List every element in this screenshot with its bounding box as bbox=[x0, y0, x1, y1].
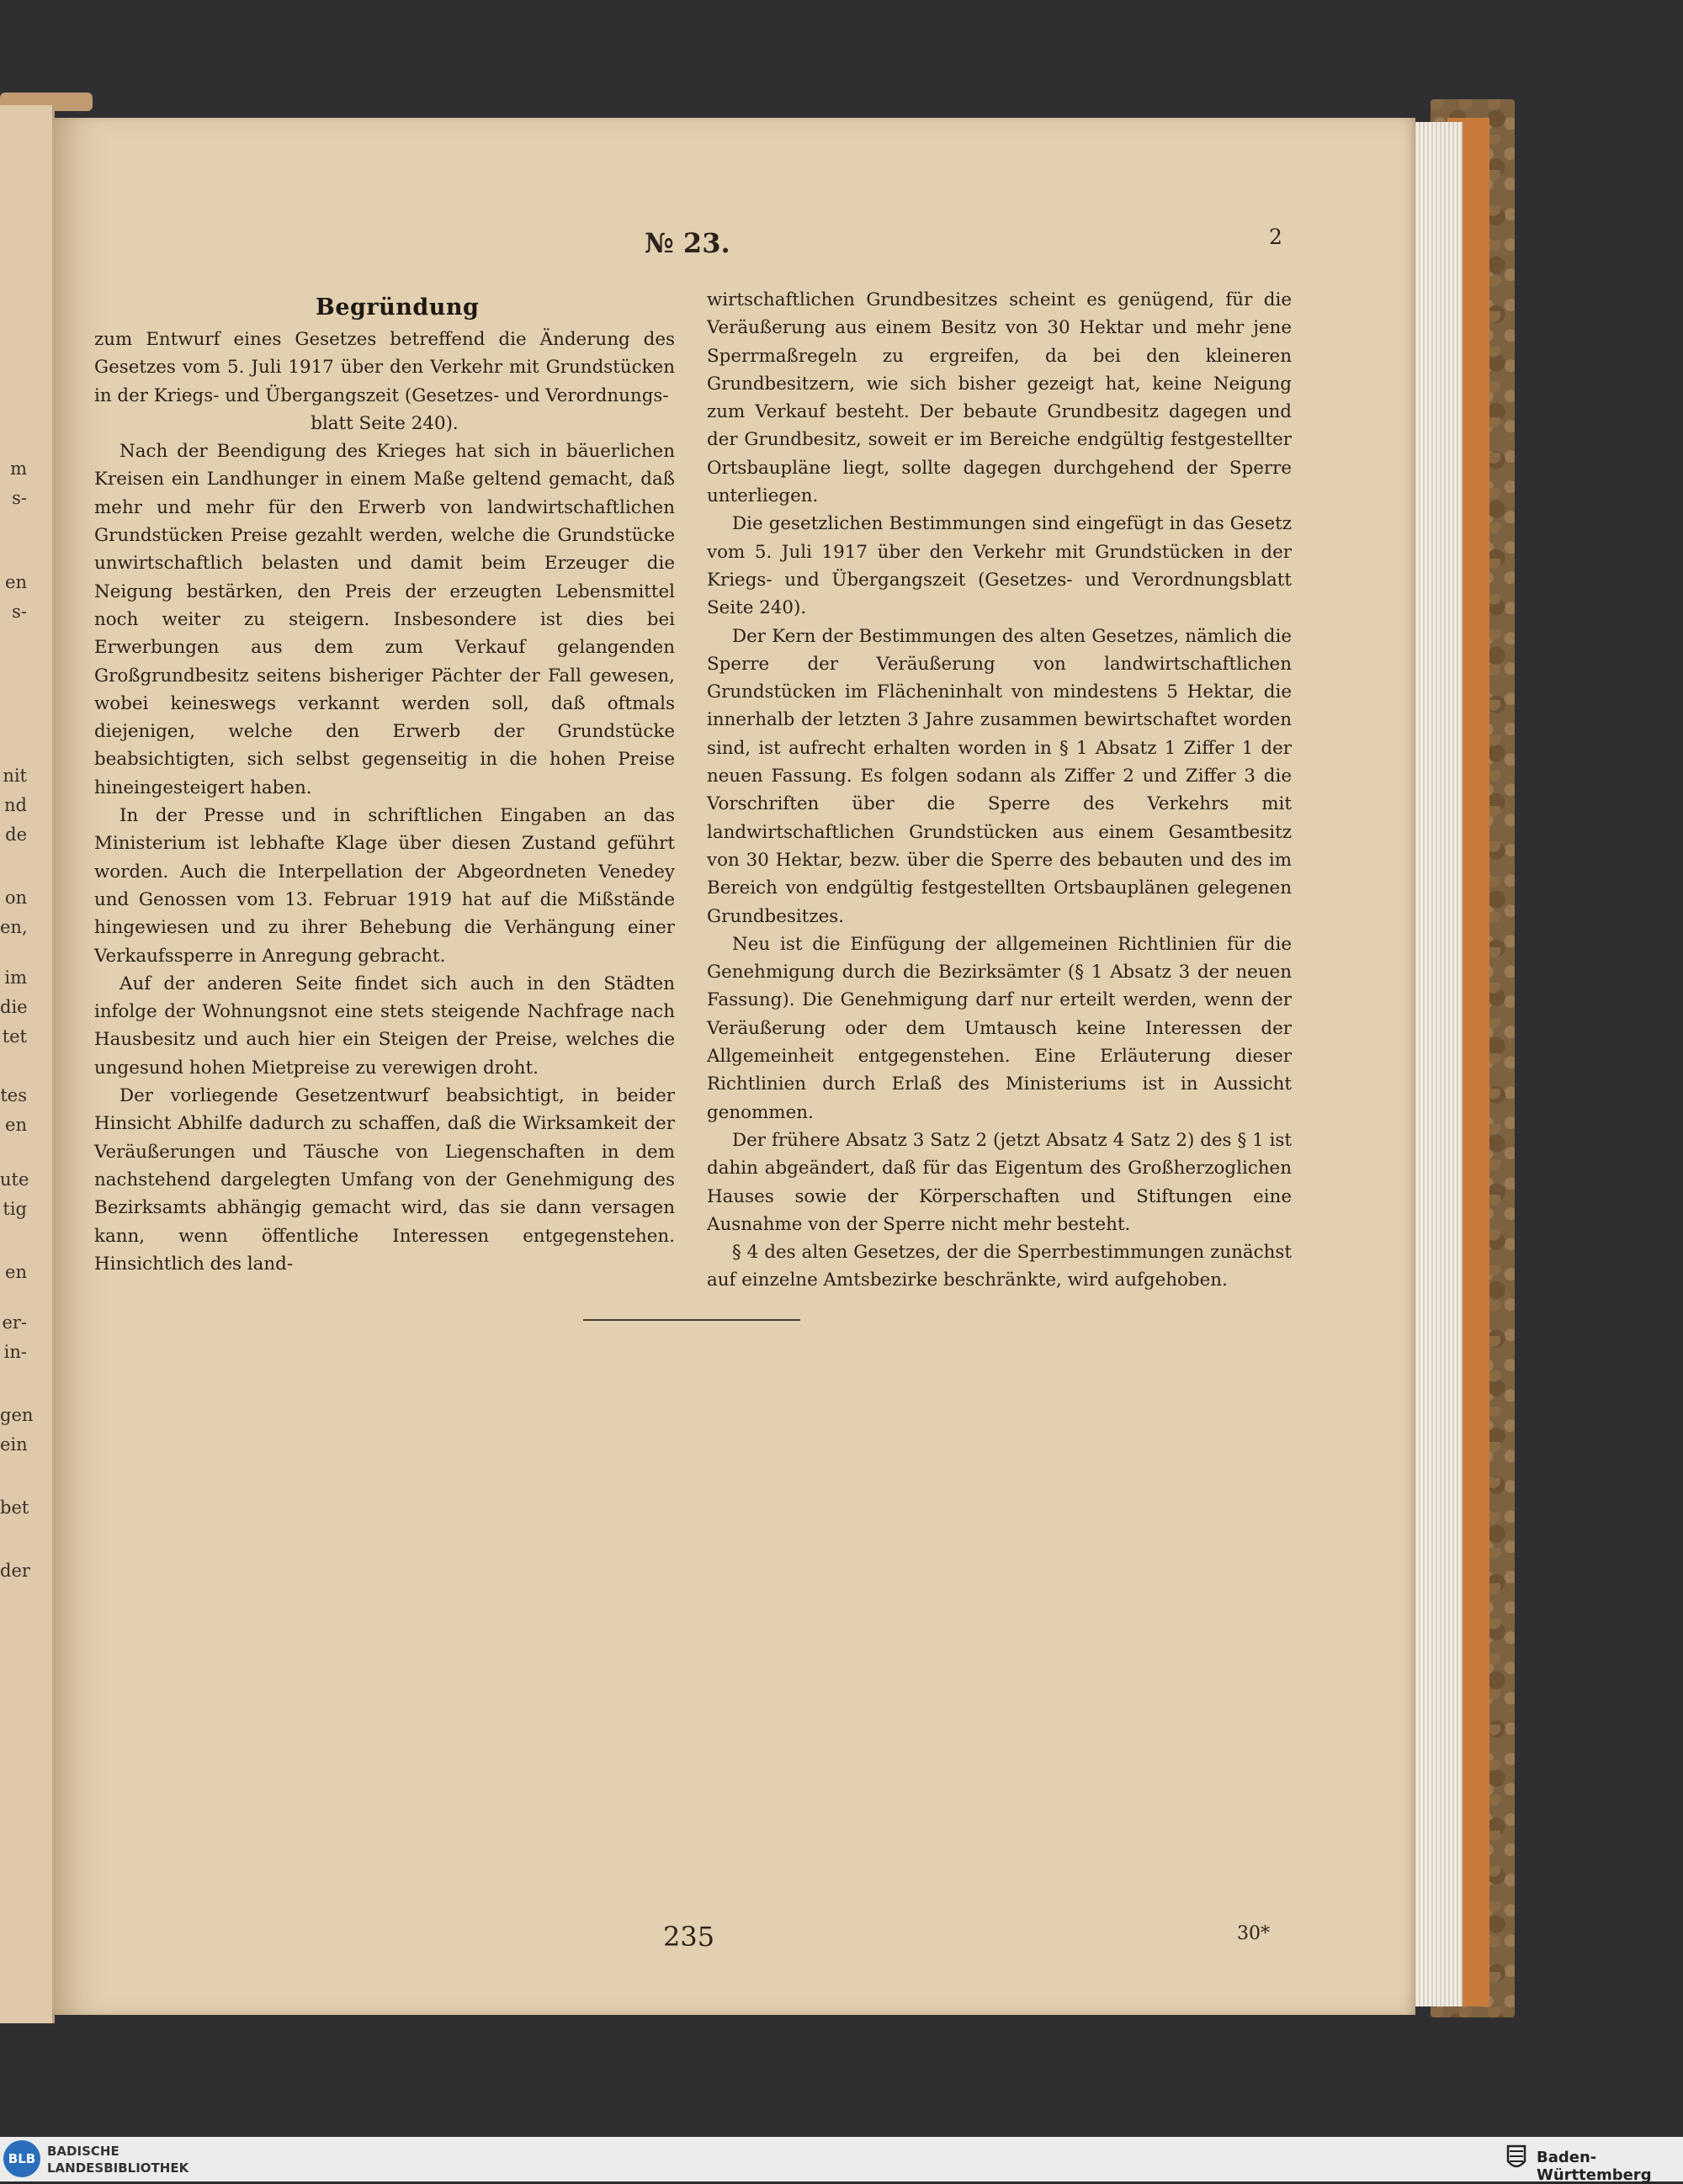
page-marker: 2 bbox=[1269, 225, 1282, 249]
paragraph: Nach der Beendigung des Krieges hat sich in bäuerlichen Kreisen ein Landhunger in einem Maße geltend gemacht, daß mehr und mehr für den Erwerb von landwirtschaftlichen Grundstücken Preise gezahlt werden, welche die Grundstücke unwirtschaftlich belasten und damit beim Erzeuger die Neigung bestärken, den Preis der erzeugten Lebensmittel noch weiter zu steigern. Insbesondere ist dies bei Erwerbungen aus dem zum Verkauf gelangenden Großgrundbesitz seitens bisheriger Pächter der Fall gewesen, wobei keineswegs verkannt werden soll, daß oftmals diejenigen, welche den Erwerb der Grundstücke beabsichtigten, sich selbst gegenseitig in die hohen Preise hineingesteigert haben. bbox=[94, 441, 675, 798]
prev-page-fragment: in- bbox=[3, 1342, 27, 1362]
prev-page-fragment: en bbox=[5, 572, 27, 592]
paragraph: § 4 des alten Gesetzes, der die Sperrbestimmungen zunächst auf einzelne Amtsbezirke beschränkte, wird aufgehoben. bbox=[707, 1242, 1292, 1291]
signature-mark: 30* bbox=[1237, 1923, 1270, 1944]
prev-page-fragment: nd bbox=[4, 795, 27, 815]
prev-page-fragment: de bbox=[5, 824, 27, 845]
paragraph: Der vorliegende Gesetzentwurf beabsichtigt, in beider Hinsicht Abhilfe dadurch zu schaffen, daß die Wirksamkeit der Veräußerungen und Täusche von Liegenschaften in dem nachstehend dargelegten Umfang von der Genehmigung des Bezirksamts abhängig gemacht wird, das sie dann versagen kann, wenn öffentliche Interessen entgegenstehen. Hinsichtlich des land- bbox=[94, 1085, 675, 1275]
prev-page-fragment: s- bbox=[12, 488, 27, 508]
prev-page-fragment: der bbox=[0, 1561, 30, 1581]
baden-wuerttemberg-emblem-icon bbox=[1505, 2143, 1528, 2175]
prev-page-fragment: die bbox=[0, 997, 28, 1017]
prev-page-fragment: ein bbox=[0, 1434, 28, 1455]
paragraph: wirtschaftlichen Grundbesitzes scheint es genügend, für die Veräußerung aus einem Besitz von 30 Hektar und mehr jene Sperrmaßregeln zu ergreifen, da bei den kleineren Grundbesitzern, wie sich bisher gezeigt hat, keine Neigung zum Verkauf besteht. Der bebaute Grundbesitz dagegen und der Grundbesitz, soweit er im Bereiche endgültig festgestellter Ortsbaupläne liegt, sollte dagegen durchgehend der Sperre unterliegen. bbox=[707, 289, 1292, 507]
paragraph: Die gesetzlichen Bestimmungen sind eingefügt in das Gesetz vom 5. Juli 1917 über den Verkehr mit Grundstücken in der Kriegs- und Übergangszeit (Gesetzes- und Verordnungsblatt Seite 240). bbox=[707, 513, 1292, 619]
end-rule bbox=[583, 1319, 800, 1321]
prev-page-fragment: bet bbox=[0, 1498, 29, 1518]
prev-page-fragment: on bbox=[4, 888, 27, 908]
prev-page-fragment: ute bbox=[0, 1169, 29, 1190]
prev-page-fragment: s- bbox=[12, 602, 27, 622]
issue-number: № 23. bbox=[645, 227, 730, 259]
prev-page-fragment: im bbox=[4, 967, 27, 988]
partner-name[interactable]: Baden-Württemberg bbox=[1537, 2149, 1652, 2184]
footer-bar bbox=[0, 2137, 1683, 2181]
prev-page-fragment: er- bbox=[2, 1312, 27, 1333]
previous-page-edge bbox=[0, 105, 55, 2023]
prev-page-fragment: en bbox=[5, 1115, 27, 1135]
prev-page-fragment: tes bbox=[0, 1085, 27, 1105]
blb-logo-icon[interactable]: BLB bbox=[3, 2140, 40, 2177]
prev-page-fragment: m bbox=[10, 459, 27, 479]
right-column bbox=[707, 286, 1292, 1295]
section-heading: Begründung bbox=[316, 294, 480, 321]
prev-page-fragment: en, bbox=[0, 917, 28, 937]
prev-page-fragment: gen bbox=[0, 1405, 34, 1425]
prev-page-fragment: nit bbox=[3, 766, 27, 786]
paragraph: Der Kern der Bestimmungen des alten Gesetzes, nämlich die Sperre der Veräußerung von landwirtschaftlichen Grundstücken im Flächeninhalt von mindestens 5 Hektar, die innerhalb der letzten 3 Jahre zusammen bewirtschaftet worden sind, ist aufrecht erhalten worden in § 1 Absatz 1 Ziffer 1 der neuen Fassung. Es folgen sodann als Ziffer 2 und Ziffer 3 die Vorschriften über die Sperre des Verkehrs mit landwirtschaftlichen Grundstücken aus einem Gesamtbesitz von 30 Hektar, bezw. über die Sperre des bebauten und des im Bereich von endgültig festgestellten Ortsbauplänen gelegenen Grundbesitzes. bbox=[707, 625, 1292, 927]
page-folio: 235 bbox=[663, 1921, 715, 1953]
prev-page-fragment: tet bbox=[2, 1026, 27, 1047]
prev-page-fragment: tig bbox=[3, 1199, 27, 1219]
paragraph: Der frühere Absatz 3 Satz 2 (jetzt Absatz 4 Satz 2) des § 1 ist dahin abgeändert, daß für das Eigentum des Großherzoglichen Hauses sowie der Körperschaften und Stiftungen eine Ausnahme von der Sperre nicht mehr besteht. bbox=[707, 1129, 1292, 1235]
paragraph: Neu ist die Einfügung der allgemeinen Richtlinien für die Genehmigung durch die Bezirksämter (§ 1 Absatz 3 der neuen Fassung). Die Genehmigung darf nur erteilt werden, wenn der Veräußerung oder dem Umtausch keine Interessen der Allgemeinheit entgegenstehen. Eine Erläuterung dieser Richtlinien durch Erlaß des Ministeriums ist in Aussicht genommen. bbox=[707, 933, 1292, 1123]
institution-name[interactable]: BADISCHE LANDESBIBLIOTHEK bbox=[47, 2144, 189, 2176]
prev-page-fragment: en bbox=[5, 1262, 27, 1282]
paragraph: Auf der anderen Seite findet sich auch in den Städten infolge der Wohnungsnot eine stets steigende Nachfrage nach Hausbesitz und auch hier ein Steigen der Preise, welches die ungesund hohen Mietpreise zu verewigen droht. bbox=[94, 973, 675, 1079]
left-column bbox=[94, 326, 675, 1278]
paragraph: In der Presse und in schriftlichen Eingaben an das Ministerium ist lebhafte Klage über diesen Zustand geführt worden. Auch die Interpellation der Abgeordneten Venedey und Genossen vom 13. Februar 1919 hat auf die Mißstände hingewiesen und zu ihrer Behebung die Verhängung einer Verkaufssperre in Anregung gebracht. bbox=[94, 805, 675, 967]
subtitle-paragraph: zum Entwurf eines Gesetzes betreffend die Änderung des Gesetzes vom 5. Juli 1917 über den Verkehr mit Grundstücken in der Kriegs- und Übergangszeit (Gesetzes- und Verordnungs- blatt Seite 240). bbox=[94, 329, 675, 434]
